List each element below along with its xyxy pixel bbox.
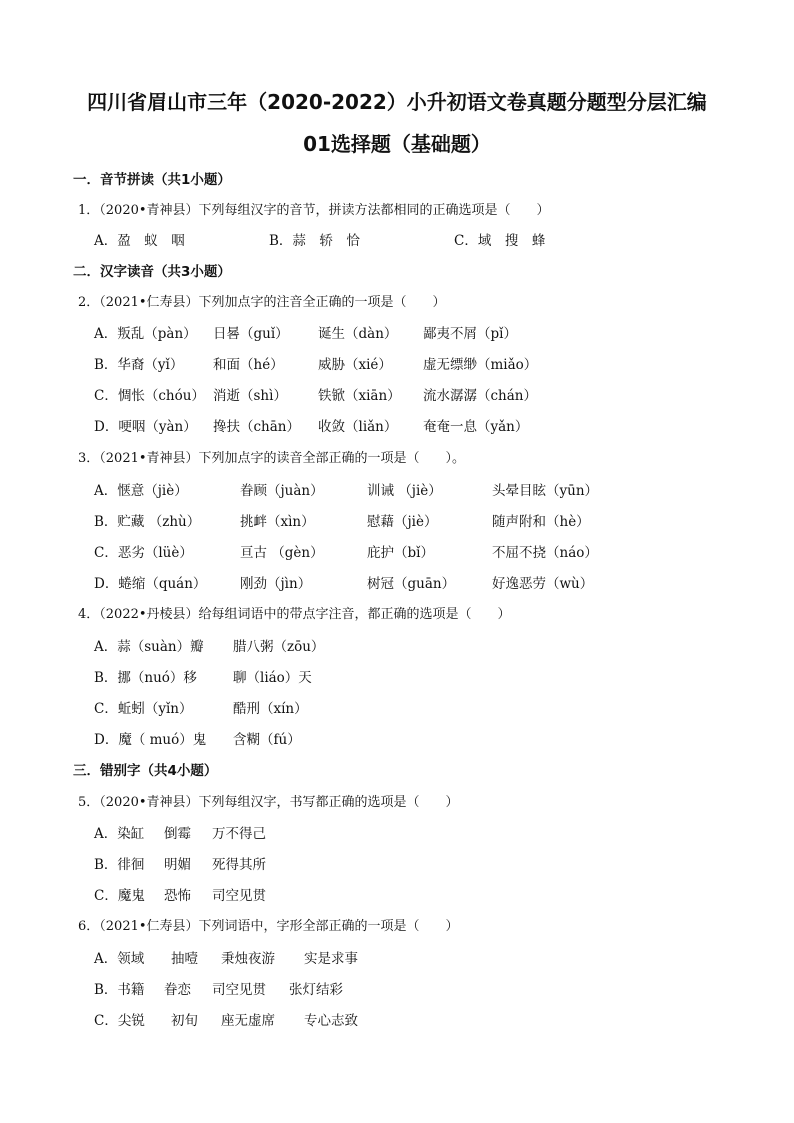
option-cell: 威胁（xié） — [318, 357, 392, 373]
option-cell: C．惆怅（chóu） — [94, 388, 205, 404]
option-cell: 消逝（shì） — [213, 388, 287, 404]
option-cell: 不屈不挠（náo） — [492, 545, 598, 561]
option-cell: 专心志致 — [304, 1013, 358, 1029]
option-cell: 酷刑（xín） — [233, 701, 308, 717]
option-cell: 含糊（fú） — [233, 732, 301, 748]
option-cell: D．哽咽（yàn） — [94, 419, 197, 435]
option-cell: 庇护（bǐ） — [367, 545, 434, 561]
option-cell: 虚无缥缈（miǎo） — [423, 357, 538, 373]
option-cell: 初旬 — [171, 1013, 198, 1029]
option-cell: B．贮藏 （zhù） — [94, 514, 201, 530]
option-cell: 秉烛夜游 — [221, 951, 275, 967]
option-cell: 好逸恶劳（wù） — [492, 576, 594, 592]
question-stem: 5．（2020•青神县）下列每组汉字，书写都正确的选项是（ ） — [78, 795, 459, 810]
question-stem: 1．（2020•青神县）下列每组汉字的音节，拼读方法都相同的正确选项是（ ） — [78, 203, 550, 218]
option-cell: 挑衅（xìn） — [240, 514, 315, 530]
option-cell: 实是求事 — [304, 951, 358, 967]
section-heading: 二．汉字读音（共3小题） — [73, 264, 231, 280]
option-cell: 眷恋 — [164, 982, 191, 998]
option-cell: 搀扶（chān） — [213, 419, 300, 435]
option-cell: 流水潺潺（chán） — [423, 388, 537, 404]
option-cell: B．徘徊 — [94, 857, 145, 873]
section-heading: 三．错别字（共4小题） — [73, 763, 218, 779]
option-cell: D．蜷缩（quán） — [94, 576, 207, 592]
option-cell: C．尖锐 — [94, 1013, 145, 1029]
section-heading: 一．音节拼读（共1小题） — [73, 172, 231, 188]
option-cell: 腊八粥（zōu） — [233, 639, 325, 655]
option-c: C．域 搜 蜂 — [454, 233, 546, 249]
option-cell: A．蒜（suàn）瓣 — [94, 639, 204, 655]
option-cell: A．领域 — [94, 951, 145, 967]
option-cell: 倒霉 — [164, 826, 191, 842]
option-cell: 抽噎 — [171, 951, 198, 967]
option-cell: 日晷（guǐ） — [213, 326, 289, 342]
option-cell: 恐怖 — [164, 888, 191, 904]
option-cell: 训诫 （jiè） — [367, 483, 442, 499]
option-cell: 司空见贯 — [212, 982, 266, 998]
option-cell: B．书籍 — [94, 982, 145, 998]
option-cell: C．恶劣（lüè） — [94, 545, 193, 561]
question-stem: 2．（2021•仁寿县）下列加点字的注音全正确的一项是（ ） — [78, 295, 446, 310]
option-cell: 张灯结彩 — [289, 982, 343, 998]
option-cell: A．叛乱（pàn） — [94, 326, 197, 342]
option-cell: 死得其所 — [212, 857, 266, 873]
document-title: 四川省眉山市三年（2020-2022）小升初语文卷真题分题型分层汇编 — [87, 90, 707, 114]
option-cell: 聊（liáo）天 — [233, 670, 312, 686]
option-cell: 诞生（dàn） — [318, 326, 398, 342]
option-cell: 和面（hé） — [213, 357, 284, 373]
option-cell: 鄙夷不屑（pǐ） — [423, 326, 517, 342]
option-cell: B．挪（nuó）移 — [94, 670, 197, 686]
option-cell: 眷顾（juàn） — [240, 483, 324, 499]
question-stem: 3．（2021•青神县）下列加点字的读音全部正确的一项是（ ）。 — [78, 451, 466, 466]
option-cell: A．惬意（jiè） — [94, 483, 188, 499]
option-cell: 万不得己 — [212, 826, 266, 842]
option-cell: C．魔鬼 — [94, 888, 145, 904]
option-cell: B．华裔（yǐ） — [94, 357, 184, 373]
option-cell: 刚劲（jìn） — [240, 576, 312, 592]
document-subtitle: 01选择题（基础题） — [303, 132, 491, 156]
option-cell: 头晕目眩（yūn） — [492, 483, 599, 499]
option-a: A．盈 蚁 咽 — [94, 233, 185, 249]
option-cell: D．魔（ muó）鬼 — [94, 732, 207, 748]
option-b: B．蒜 轿 恰 — [269, 233, 360, 249]
option-cell: 慰藉（jiè） — [367, 514, 438, 530]
option-cell: A．染缸 — [94, 826, 145, 842]
option-cell: 随声附和（hè） — [492, 514, 590, 530]
option-cell: 铁锨（xiān） — [318, 388, 401, 404]
question-stem: 6．（2021•仁寿县）下列词语中，字形全部正确的一项是（ ） — [78, 919, 459, 934]
option-cell: C．蚯蚓（yǐn） — [94, 701, 193, 717]
option-cell: 司空见贯 — [212, 888, 266, 904]
option-cell: 树冠（guān） — [367, 576, 456, 592]
option-cell: 明媚 — [164, 857, 191, 873]
option-cell: 奄奄一息（yǎn） — [423, 419, 529, 435]
option-cell: 座无虚席 — [221, 1013, 275, 1029]
option-cell: 亘古 （gèn） — [240, 545, 324, 561]
question-stem: 4．（2022•丹棱县）给每组词语中的带点字注音，都正确的选项是（ ） — [78, 607, 511, 622]
option-cell: 收敛（liǎn） — [318, 419, 398, 435]
